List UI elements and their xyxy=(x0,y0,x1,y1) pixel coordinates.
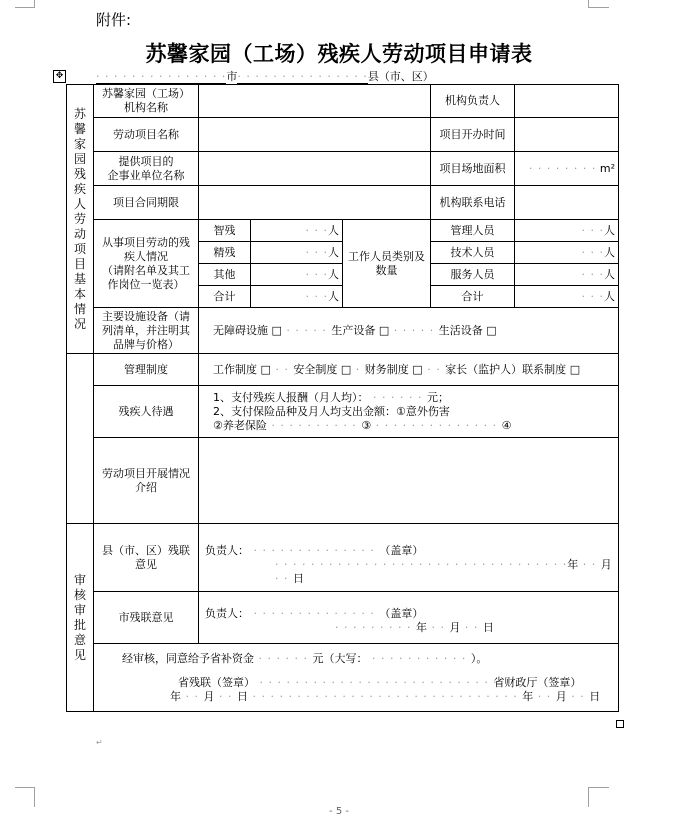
page-corner-mark xyxy=(588,787,609,807)
provincial-approval-field[interactable]: 经审核，同意给予省补资金 · · · · · · 元（大写： · · · · · · · · · · · ）。 省残联（签章） · · · · · · · · · · · · · · · · · · · · · · · · · · 省财政厅（签章） 年 · · 月 · · 日 · · · · · · · · · · · · · · · · · · · · · · · · · · · · · · 年 · · 月 · · 日 xyxy=(94,644,619,712)
management-options: 工作制度 □ · · 安全制度 □ · 财务制度 □ · · 家长（监护人）联系制度 □ xyxy=(199,354,619,386)
area-blank: · · · · · · · · xyxy=(528,161,597,175)
checkbox-finance-rules[interactable]: □ xyxy=(412,362,423,376)
table-move-handle-icon[interactable]: ✥ xyxy=(53,70,66,83)
project-name-label: 劳动项目名称 xyxy=(94,118,199,152)
provider-field[interactable] xyxy=(199,152,431,186)
org-name-field[interactable] xyxy=(199,85,431,118)
provider-label xyxy=(94,152,199,186)
section-basic-info-label: 苏馨家园残疾人劳动项目基本情况 xyxy=(74,106,87,331)
county-opinion-label: 县（市、区）残联意见 xyxy=(94,524,199,592)
staff-type: 服务人员 xyxy=(431,264,515,286)
management-label: 管理制度 xyxy=(94,354,199,386)
region-line[interactable] xyxy=(96,68,434,84)
section-basic-info xyxy=(67,85,94,354)
contact-label: 机构联系电话 xyxy=(431,186,515,220)
disabled-type: 其他 xyxy=(199,264,251,286)
staff-total-field[interactable]: · · ·人 xyxy=(515,286,619,308)
disabled-workers-label-1: 从事项目劳动的残疾人情况 xyxy=(102,235,190,263)
section-basic-continued xyxy=(67,354,94,524)
start-time-label: 项目开办时间 xyxy=(431,118,515,152)
city-blank[interactable]: · · · · · · · · · · · · · · · xyxy=(96,70,227,83)
treatment-field[interactable]: 1、支付残疾人报酬（月人均）： · · · · · · 元； 2、支付保险品种及月人均支出金额：①意外伤害 ②养老保险 · · · · · · · · · · ③ · · · · · · · · · · · · · · ④ xyxy=(199,386,619,438)
page-corner-mark xyxy=(588,0,609,8)
provider-label-line1: 提供项目的 xyxy=(118,154,174,168)
disabled-workers-label xyxy=(94,220,199,308)
table-resize-handle[interactable] xyxy=(616,720,624,728)
staff-type: 技术人员 xyxy=(431,242,515,264)
staff-label: 工作人员类别及数量 xyxy=(343,220,431,308)
treatment-label: 残疾人待遇 xyxy=(94,386,199,438)
provider-label-line2: 企事业单位名称 xyxy=(107,168,185,182)
checkbox-production[interactable]: □ xyxy=(378,323,390,337)
staff-type: 合计 xyxy=(431,286,515,308)
checkbox-barrier-free[interactable]: □ xyxy=(271,323,282,337)
city-opinion-field[interactable]: 负责人： · · · · · · · · · · · · · · （盖章） · · · · · · · · · 年 · · 月 · · 日 xyxy=(199,592,619,644)
page-corner-mark xyxy=(15,0,35,8)
disabled-count-field[interactable]: · · ·人 xyxy=(251,220,343,242)
paragraph-mark: ↵ xyxy=(96,738,103,747)
county-suffix: 县（市、区） xyxy=(367,70,434,83)
facilities-options: 无障碍设施 □ · · · · · 生产设备 □ · · · · · 生活设备 □ xyxy=(199,308,619,354)
application-form-table xyxy=(66,84,619,712)
project-intro-field[interactable] xyxy=(199,438,619,524)
attachment-label: 附件: xyxy=(96,11,132,29)
contract-label: 项目合同期限 xyxy=(94,186,199,220)
disabled-count-field[interactable]: · · ·人 xyxy=(251,264,343,286)
project-name-field[interactable] xyxy=(199,118,431,152)
checkbox-living[interactable]: □ xyxy=(486,323,497,337)
staff-type: 管理人员 xyxy=(431,220,515,242)
county-blank[interactable]: · · · · · · · · · · · · · · · xyxy=(237,70,368,83)
area-field[interactable] xyxy=(515,152,619,186)
city-opinion-label: 市残联意见 xyxy=(94,592,199,644)
start-time-field[interactable] xyxy=(515,118,619,152)
disabled-type: 精残 xyxy=(199,242,251,264)
contact-field[interactable] xyxy=(515,186,619,220)
project-intro-label: 劳动项目开展情况介绍 xyxy=(94,438,199,524)
page-title: 苏馨家园（工场）残疾人劳动项目申请表 xyxy=(145,41,533,66)
contract-field[interactable] xyxy=(199,186,431,220)
org-head-field[interactable] xyxy=(515,85,619,118)
org-name-label: 苏馨家园（工场）机构名称 xyxy=(94,85,199,118)
area-unit: m² xyxy=(599,161,616,175)
area-label: 项目场地面积 xyxy=(431,152,515,186)
checkbox-work-rules[interactable]: □ xyxy=(260,362,271,376)
page-corner-mark xyxy=(15,787,35,807)
disabled-count-field[interactable]: · · ·人 xyxy=(251,242,343,264)
city-suffix: 市 xyxy=(226,70,238,83)
section-approval-label: 审核审批意见 xyxy=(74,572,87,662)
org-head-label: 机构负责人 xyxy=(431,85,515,118)
checkbox-safety-rules[interactable]: □ xyxy=(340,362,352,376)
section-approval xyxy=(67,524,94,712)
staff-count-field[interactable]: · · ·人 xyxy=(515,264,619,286)
disabled-type: 智残 xyxy=(199,220,251,242)
staff-count-field[interactable]: · · ·人 xyxy=(515,220,619,242)
page-number: - 5 - xyxy=(329,806,349,817)
staff-count-field[interactable]: · · ·人 xyxy=(515,242,619,264)
county-opinion-field[interactable]: 负责人： · · · · · · · · · · · · · · （盖章） · · · · · · · · · · · · · · · · · · · · · · · · · · · · · · · · ·年 · · 月 · · 日 xyxy=(199,524,619,592)
disabled-type: 合计 xyxy=(199,286,251,308)
facilities-label: 主要设施设备（请列清单，并注明其品牌与价格） xyxy=(94,308,199,354)
disabled-total-field[interactable]: · · ·人 xyxy=(251,286,343,308)
checkbox-guardian-rules[interactable]: □ xyxy=(569,362,581,376)
disabled-workers-label-2: （请附名单及其工作岗位一览表） xyxy=(102,263,190,291)
